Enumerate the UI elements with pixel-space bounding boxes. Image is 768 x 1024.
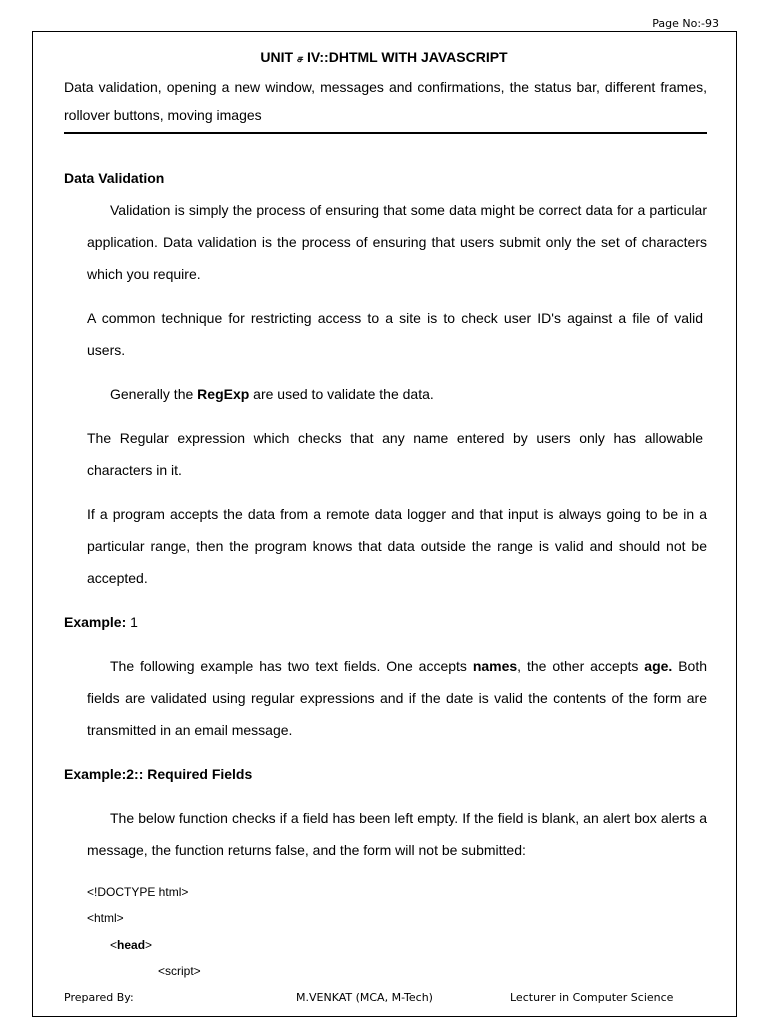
unit-title	[0, 49, 768, 67]
paragraph-data-logger: If a program accepts the data from a remote data logger and that input is always going to be in a particular range, then the program knows that data outside the range is valid and should not be accepted.	[87, 506, 707, 586]
example-1-bold-names: names	[472, 658, 518, 674]
code-head-close: >	[145, 938, 153, 952]
paragraph-regular-expression: The Regular expression which checks that any name entered by users only has allowable characters in it.	[87, 430, 703, 478]
paragraph-regexp	[110, 378, 707, 410]
code-line-head	[110, 938, 152, 952]
heading-example-2: Example:2:: Required Fields	[64, 766, 253, 782]
paragraph-validation-definition: Validation is simply the process of ensuring that some data might be correct data for a particular application. Data validation is the process of ensuring that users submit only the set of characters which you require.	[87, 202, 707, 282]
footer-role: Lecturer in Computer Science	[510, 991, 674, 1004]
code-line-script: <script>	[158, 964, 201, 978]
footer-author: M.VENKAT (MCA, M-Tech)	[296, 991, 433, 1004]
unit-title-symbol: ச	[296, 53, 304, 65]
example-1-text-1: The following example has two text fields. One accepts	[110, 658, 473, 674]
heading-example-1	[64, 614, 138, 630]
footer-prepared-by: Prepared By:	[64, 991, 134, 1004]
unit-title-rest: IV::DHTML WITH JAVASCRIPT	[306, 49, 508, 65]
regexp-text-after: are used to validate the data.	[249, 386, 434, 402]
unit-title-prefix: UNIT	[260, 49, 294, 65]
code-head-tag: head	[117, 938, 146, 952]
code-head-open: <	[110, 938, 118, 952]
title-divider	[64, 132, 707, 134]
regexp-text-before: Generally the	[110, 386, 198, 402]
paragraph-example-2: The below function checks if a field has been left empty. If the field is blank, an alert box alerts a message, the function returns false, and the form will not be submitted:	[87, 810, 707, 858]
example-1-number: 1	[126, 614, 138, 630]
example-1-label: Example:	[64, 614, 127, 630]
paragraph-common-technique: A common technique for restricting access to a site is to check user ID's against a file of valid users.	[87, 310, 703, 358]
unit-topics: Data validation, opening a new window, messages and confirmations, the status bar, different frames, rollover buttons, moving images	[64, 79, 707, 123]
example-1-bold-age: age.	[644, 658, 673, 674]
regexp-keyword: RegExp	[197, 386, 250, 402]
paragraph-example-1	[87, 650, 707, 746]
code-line-html: <html>	[87, 911, 124, 925]
example-1-text-2: , the other accepts	[517, 658, 645, 674]
heading-data-validation: Data Validation	[64, 170, 165, 186]
example-1-text-3: Both fields are validated using regular expressions and if the date is valid the contents of the form are transmitted in an email message.	[87, 658, 707, 738]
code-line-doctype: <!DOCTYPE html>	[87, 885, 189, 899]
page-number: Page No:-93	[652, 17, 719, 30]
